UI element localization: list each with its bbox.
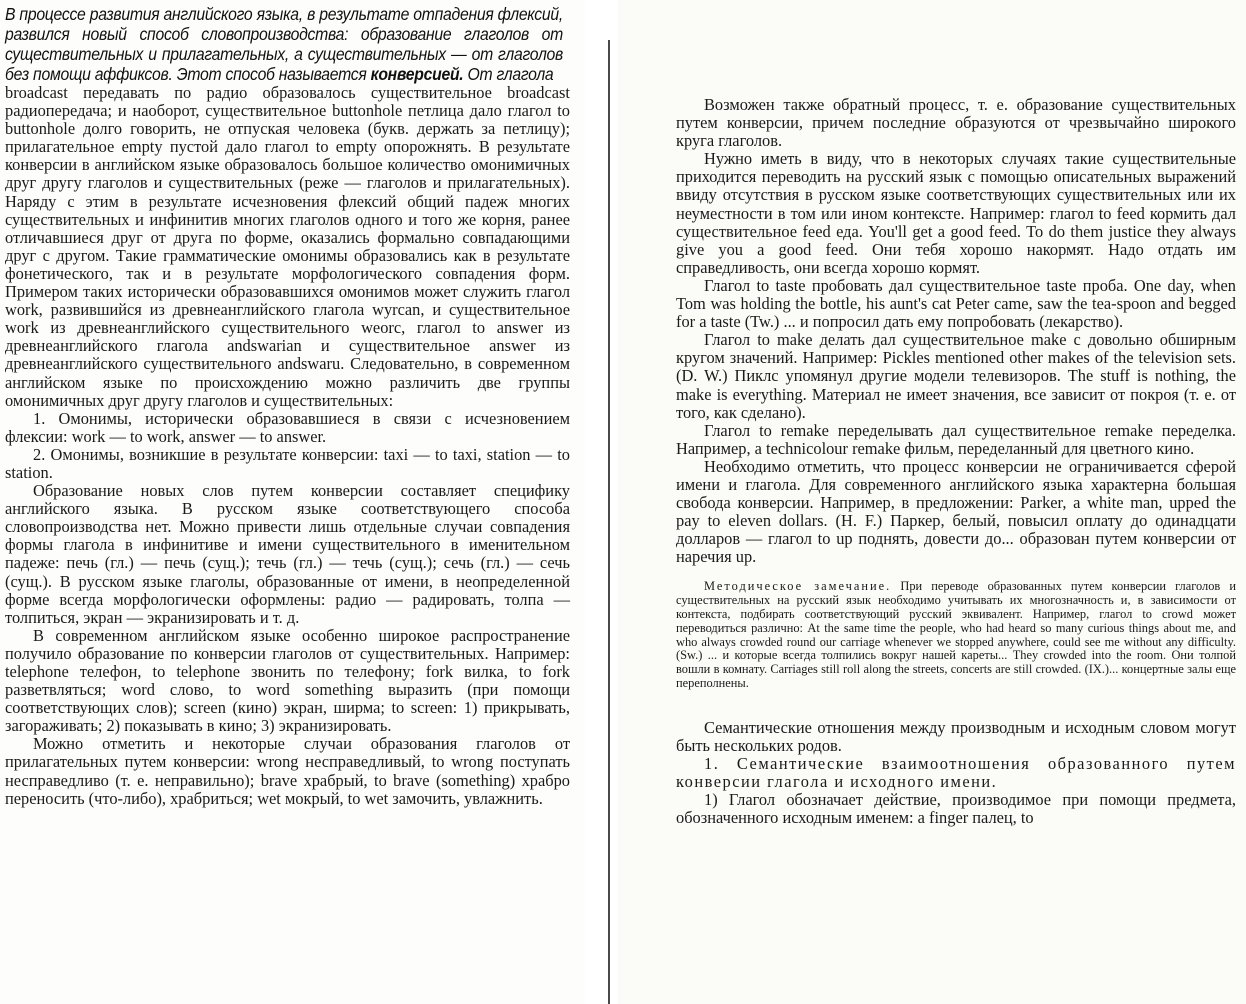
left-paragraph: В современном английском языке особенно широкое распространение получило образование по конверсии глаголов от существительных. Например: telephone телефон, to telephone звонить по телефону; fork вилка, to fork разветвляться; word слово, to word something выразить (при помощи соответствующих слов); screen (кино) экран, ширма; to screen: 1) прикрывать, загораживать; 2) показывать в кино; 3) экранизировать.: [5, 625, 570, 736]
right-paragraph: Нужно иметь в виду, что в некоторых случаях такие существительные приходится переводить на русский язык с помощью описательных выражений ввиду отсутствия в русском языке соответствующих существительных или их неуместности в том или ином контексте. Например: глагол to feed кормить дал существительное feed еда. You'll get a good feed. To do them justice they always give you a good feed. Они тебя хорошо накормят. Надо отдать им справедливость, они всегда хорошо кормят.: [676, 149, 1236, 277]
right-paragraph: Глагол to remake переделывать дал существительное remake переделка. Например, a technicolour remake фильм, переделанный для цветного кино.: [676, 420, 1236, 458]
methodical-note: [676, 580, 1236, 690]
right-paragraph: Глагол to make делать дал существительное make с довольно обширным кругом значений. Например: Pickles mentioned other makes of the television sets. (D. W.) Пиклс упомянул другие модели телевизоров. The stuff is nothing, the make is everything. Материал не имеет значения, все зависит от покроя (т. е. от того, как сделано).: [676, 330, 1236, 422]
left-text-column: [5, 4, 570, 808]
note-text: При переводе образованных путем конверсии глаголов и существительных на русский язык необходимо учитывать их многозначность и, в зависимости от контекста, подбирать соответствующий русский эквивалент. Например, глагол to crowd может переводиться различно: At the same time the people, who had heard so many curious things about me, and who always crowded round our carriage whenever we stopped anywhere, could see me without any difficulty. (Sw.) ... и которые всегда толпились вокруг нашей кареты... They crowded into the room. Они толпой вошли в комнату. Carriages still roll along the streets, concerts are still crowded. (IX.)... концертные залы еще переполнены.: [676, 579, 1236, 691]
page-gutter: [585, 0, 618, 1004]
left-list-item: 1. Омонимы, исторически образовавшиеся в связи с исчезновением флексии: work — to work, answer — to answer.: [5, 408, 570, 446]
right-paragraph: Необходимо отметить, что процесс конверсии не ограничивается сферой имени и глагола. Для современного английского языка характерна большая свобода конверсии. Например, в предложении: Parker, a white man, upped the pay to eleven dollars. (H. F.) Паркер, белый, повысил оплату до одинадцати долларов — глагол to up поднять, довести до... образован путем конверсии от наречия up.: [676, 456, 1236, 567]
note-label: Методическое замечание.: [704, 579, 892, 594]
handwritten-text: В процессе развития английского языка, в результате отпадения флексий, развился новый способ словопроизводства: образование глаголов от существительных и прилагательных, а существительных — от глаголов без помощи аффиксов. Этот способ называется: [5, 4, 563, 84]
right-paragraph: Семантические отношения между производным и исходным словом могут быть нескольких родов.: [676, 717, 1236, 755]
left-page: [0, 0, 585, 1004]
right-paragraph: Возможен также обратный процесс, т. е. образование существительных путем конверсии, причем последние образуются от чрезвычайно широкого круга глаголов.: [676, 95, 1236, 151]
handwritten-insert: [5, 4, 563, 84]
left-paragraph: broadcast передавать по радио образовалось существительное broadcast радиопередача; и наоборот, существительное buttonhole петлица дало глагол to buttonhole долго говорить, не отпуская человека (букв. держать за петлицу); прилагательное empty пустой дало глагол to empty опорожнять. В результате конверсии в английском языке образовалось большое количество омонимичных друг другу глаголов и существительных (реже — глаголов и прилагательных). Наряду с этим в результате исчезновения флексий общий падеж многих существительных и инфинитив многих глаголов одного и того же корня, ранее отличавшиеся друг от друга по форме, оказались формально совпадающими друг с другом. Такие грамматические омонимы образовались как в результате фонетического, так и в результате морфологического совпадения форм. Примером таких исторически образовавшихся омонимов может служить глагол work, развившийся из древнеанглийского глагола wyrcan, и существительное work из древнеанглийского существительного weorc, глагол to answer из древнеанглийского глагола andswarian и существительное answer из древнеанглийского существительного andswaru. Следовательно, в современном английском языке по происхождению можно различить две группы омонимичных друг другу глаголов и существительных:: [5, 83, 570, 410]
left-paragraph: Можно отметить и некоторые случаи образования глаголов от прилагательных путем конверсии: wrong несправедливый, to wrong поступать несправедливо (т. е. неправильно); brave храбрый, to brave (something) храбро переносить (что-либо), храбриться; wet мокрый, to wet замочить, увлажнить.: [5, 734, 570, 808]
right-paragraph: Глагол to taste пробовать дал существительное taste проба. One day, when Tom was holding the bottle, his aunt's cat Peter came, saw the tea-spoon and begged for a taste (Tw.) ... и попросил дать ему попробовать (лекарство).: [676, 275, 1236, 332]
left-list-item: 2. Омонимы, возникшие в результате конверсии: taxi — to taxi, station — to station.: [5, 444, 570, 482]
right-page: [618, 0, 1246, 1004]
right-paragraph: 1) Глагол обозначает действие, производимое при помощи предмета, обозначенного исходным именем: a finger палец, to: [676, 790, 1236, 828]
page-edge-line: [608, 40, 610, 1004]
left-paragraph: Образование новых слов путем конверсии составляет специфику английского языка. В русском языке соответствующего способа словопроизводства нет. Можно привести лишь отдельные случаи совпадения формы глагола в инфинитиве и имени существительного в именительном падеже: печь (гл.) — печь (сущ.); течь (гл.) — течь (сущ.); сечь (гл.) — сечь (сущ.). В русском языке глаголы, образованные от имени, в неопределенной форме всегда морфологически оформлены: радио — радировать, толпа — толпиться, экран — экранизировать и т. д.: [5, 481, 570, 627]
right-text-column: [676, 96, 1236, 827]
handwritten-term: конверсией.: [370, 64, 464, 84]
handwritten-tail: От глагола: [467, 64, 554, 84]
section-heading: 1. Семантические взаимоотношения образованного путем конверсии глагола и исходного имени.: [676, 754, 1236, 792]
